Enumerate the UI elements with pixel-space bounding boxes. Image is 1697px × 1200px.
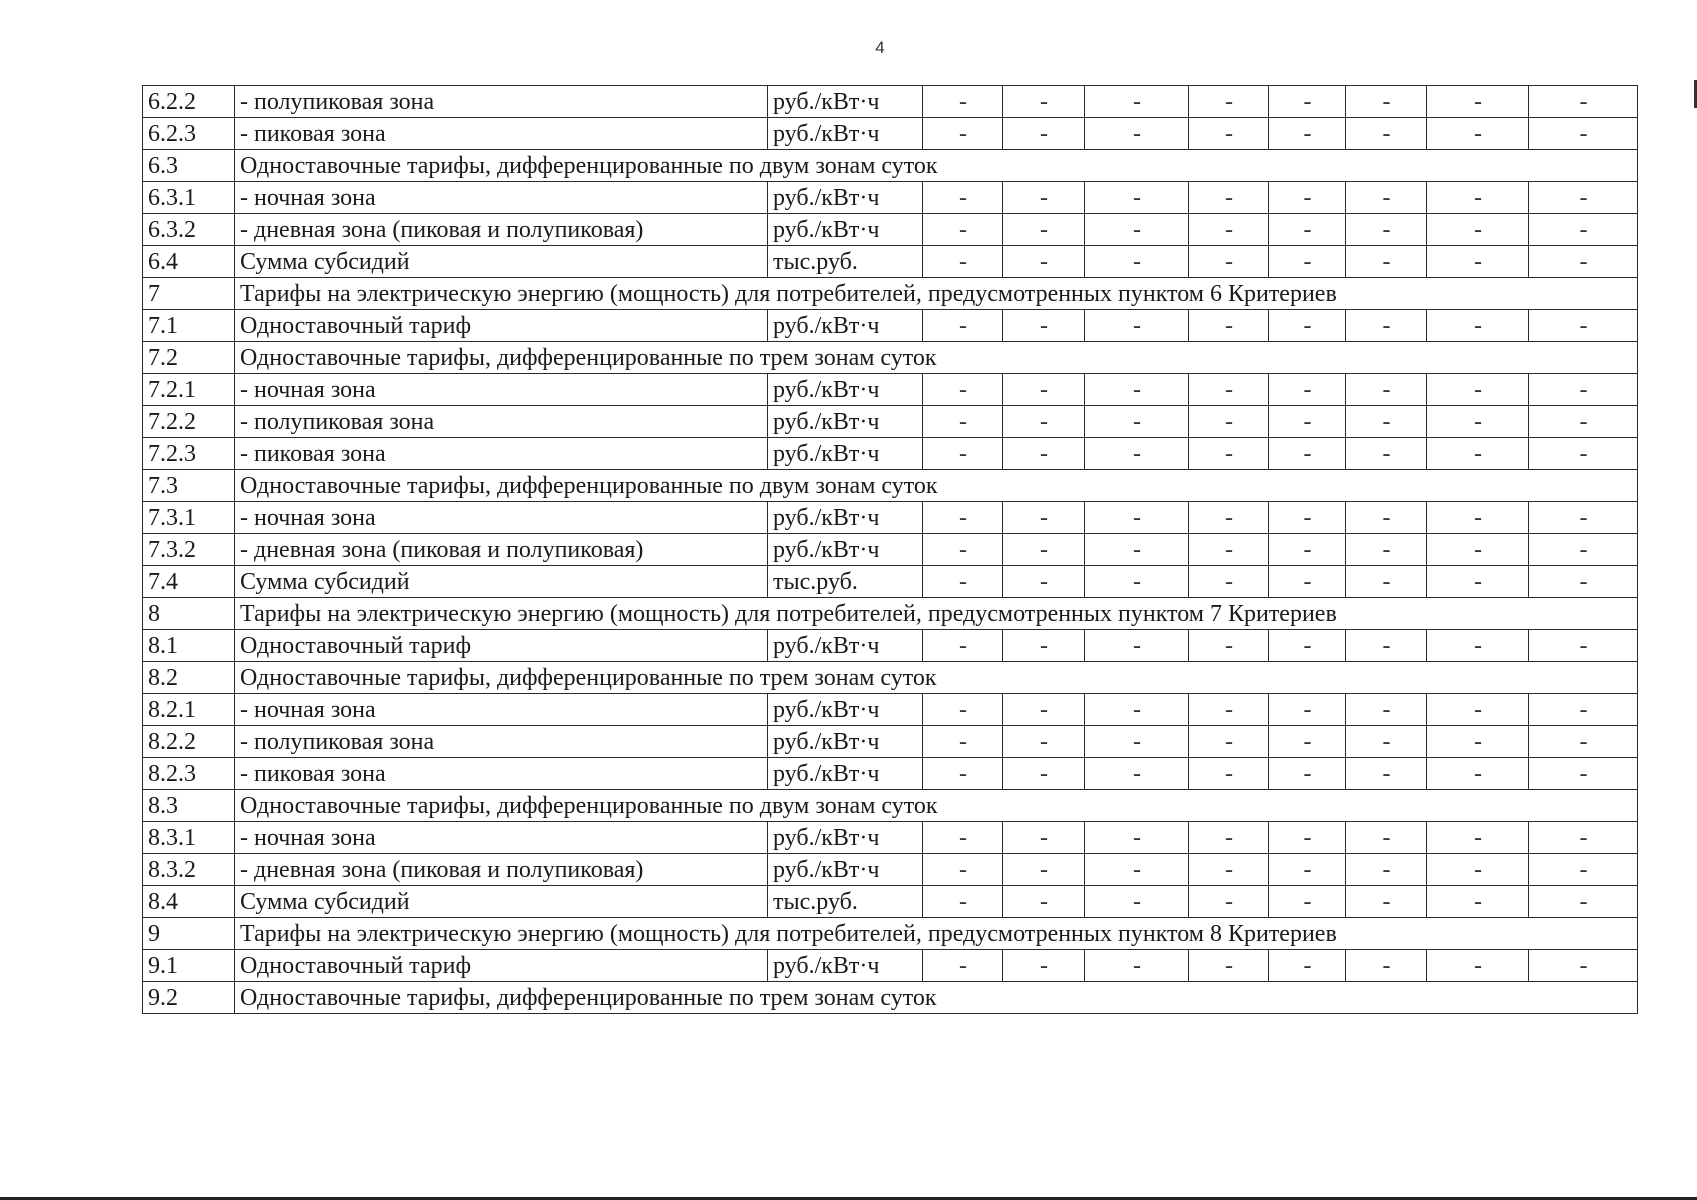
row-number: 9 bbox=[143, 918, 235, 950]
value-cell: - bbox=[1529, 630, 1638, 662]
row-number: 8 bbox=[143, 598, 235, 630]
row-unit: руб./кВт·ч bbox=[768, 182, 923, 214]
value-cell: - bbox=[923, 822, 1003, 854]
value-cell: - bbox=[1529, 502, 1638, 534]
value-cell: - bbox=[1085, 310, 1189, 342]
value-cell: - bbox=[1346, 86, 1427, 118]
row-description: Сумма субсидий bbox=[235, 566, 768, 598]
value-cell: - bbox=[1085, 726, 1189, 758]
table-row bbox=[143, 854, 1638, 886]
value-cell: - bbox=[1346, 246, 1427, 278]
value-cell: - bbox=[1189, 182, 1269, 214]
value-cell: - bbox=[1085, 822, 1189, 854]
value-cell: - bbox=[923, 694, 1003, 726]
row-unit: руб./кВт·ч bbox=[768, 502, 923, 534]
value-cell: - bbox=[1427, 566, 1529, 598]
row-unit: руб./кВт·ч bbox=[768, 310, 923, 342]
value-cell: - bbox=[1529, 534, 1638, 566]
row-number: 7.3.1 bbox=[143, 502, 235, 534]
row-unit: руб./кВт·ч bbox=[768, 630, 923, 662]
row-number: 6.4 bbox=[143, 246, 235, 278]
row-unit: руб./кВт·ч bbox=[768, 758, 923, 790]
value-cell: - bbox=[1269, 950, 1346, 982]
value-cell: - bbox=[923, 854, 1003, 886]
value-cell: - bbox=[1427, 182, 1529, 214]
value-cell: - bbox=[1427, 854, 1529, 886]
value-cell: - bbox=[1085, 534, 1189, 566]
row-unit: руб./кВт·ч bbox=[768, 950, 923, 982]
row-unit: руб./кВт·ч bbox=[768, 726, 923, 758]
section-title: Тарифы на электрическую энергию (мощность) для потребителей, предусмотренных пунктом 7 Критериев bbox=[235, 598, 1638, 630]
table-section-row bbox=[143, 150, 1638, 182]
value-cell: - bbox=[1529, 854, 1638, 886]
value-cell: - bbox=[1529, 694, 1638, 726]
value-cell: - bbox=[923, 214, 1003, 246]
table-section-row bbox=[143, 982, 1638, 1014]
value-cell: - bbox=[1003, 534, 1085, 566]
row-number: 8.2.1 bbox=[143, 694, 235, 726]
value-cell: - bbox=[1189, 694, 1269, 726]
section-title: Одноставочные тарифы, дифференцированные по двум зонам суток bbox=[235, 790, 1638, 822]
table-section-row bbox=[143, 662, 1638, 694]
value-cell: - bbox=[1269, 566, 1346, 598]
value-cell: - bbox=[1427, 374, 1529, 406]
table-row bbox=[143, 534, 1638, 566]
row-description: - ночная зона bbox=[235, 374, 768, 406]
table-row bbox=[143, 406, 1638, 438]
value-cell: - bbox=[1427, 822, 1529, 854]
value-cell: - bbox=[1189, 726, 1269, 758]
value-cell: - bbox=[1085, 630, 1189, 662]
value-cell: - bbox=[1003, 214, 1085, 246]
value-cell: - bbox=[923, 438, 1003, 470]
row-number: 7.2 bbox=[143, 342, 235, 374]
value-cell: - bbox=[1269, 630, 1346, 662]
value-cell: - bbox=[1529, 438, 1638, 470]
value-cell: - bbox=[1269, 310, 1346, 342]
value-cell: - bbox=[1427, 118, 1529, 150]
value-cell: - bbox=[923, 374, 1003, 406]
value-cell: - bbox=[923, 86, 1003, 118]
value-cell: - bbox=[1427, 310, 1529, 342]
row-number: 7 bbox=[143, 278, 235, 310]
value-cell: - bbox=[1003, 502, 1085, 534]
value-cell: - bbox=[1269, 406, 1346, 438]
value-cell: - bbox=[1003, 694, 1085, 726]
table-row bbox=[143, 214, 1638, 246]
value-cell: - bbox=[1269, 374, 1346, 406]
value-cell: - bbox=[1346, 502, 1427, 534]
value-cell: - bbox=[1189, 758, 1269, 790]
table-section-row bbox=[143, 598, 1638, 630]
row-unit: руб./кВт·ч bbox=[768, 118, 923, 150]
value-cell: - bbox=[1189, 822, 1269, 854]
value-cell: - bbox=[1529, 310, 1638, 342]
value-cell: - bbox=[1346, 406, 1427, 438]
value-cell: - bbox=[1003, 630, 1085, 662]
value-cell: - bbox=[1529, 950, 1638, 982]
row-number: 8.4 bbox=[143, 886, 235, 918]
table-section-row bbox=[143, 342, 1638, 374]
row-unit: тыс.руб. bbox=[768, 566, 923, 598]
row-description: - ночная зона bbox=[235, 182, 768, 214]
row-number: 7.2.3 bbox=[143, 438, 235, 470]
value-cell: - bbox=[1189, 502, 1269, 534]
value-cell: - bbox=[1189, 374, 1269, 406]
value-cell: - bbox=[1346, 438, 1427, 470]
value-cell: - bbox=[923, 406, 1003, 438]
value-cell: - bbox=[1085, 758, 1189, 790]
row-description: Одноставочный тариф bbox=[235, 950, 768, 982]
value-cell: - bbox=[1189, 214, 1269, 246]
value-cell: - bbox=[1003, 950, 1085, 982]
value-cell: - bbox=[1085, 886, 1189, 918]
row-description: Одноставочный тариф bbox=[235, 630, 768, 662]
value-cell: - bbox=[1269, 758, 1346, 790]
value-cell: - bbox=[1003, 86, 1085, 118]
row-unit: руб./кВт·ч bbox=[768, 214, 923, 246]
value-cell: - bbox=[1189, 438, 1269, 470]
row-number: 6.3 bbox=[143, 150, 235, 182]
value-cell: - bbox=[1346, 886, 1427, 918]
value-cell: - bbox=[1003, 438, 1085, 470]
table-row bbox=[143, 246, 1638, 278]
value-cell: - bbox=[1269, 214, 1346, 246]
table-row bbox=[143, 758, 1638, 790]
value-cell: - bbox=[1346, 374, 1427, 406]
row-description: - ночная зона bbox=[235, 502, 768, 534]
value-cell: - bbox=[1189, 854, 1269, 886]
table-row bbox=[143, 886, 1638, 918]
page-number: 4 bbox=[875, 38, 885, 57]
row-description: - пиковая зона bbox=[235, 758, 768, 790]
row-number: 6.2.2 bbox=[143, 86, 235, 118]
row-unit: руб./кВт·ч bbox=[768, 438, 923, 470]
value-cell: - bbox=[1427, 950, 1529, 982]
value-cell: - bbox=[923, 566, 1003, 598]
row-number: 7.1 bbox=[143, 310, 235, 342]
value-cell: - bbox=[1189, 886, 1269, 918]
value-cell: - bbox=[1346, 822, 1427, 854]
row-number: 7.3 bbox=[143, 470, 235, 502]
value-cell: - bbox=[923, 502, 1003, 534]
row-unit: руб./кВт·ч bbox=[768, 694, 923, 726]
row-number: 6.3.1 bbox=[143, 182, 235, 214]
section-title: Тарифы на электрическую энергию (мощность) для потребителей, предусмотренных пунктом 6 Критериев bbox=[235, 278, 1638, 310]
row-description: Сумма субсидий bbox=[235, 246, 768, 278]
row-description: - ночная зона bbox=[235, 822, 768, 854]
value-cell: - bbox=[1269, 438, 1346, 470]
row-unit: руб./кВт·ч bbox=[768, 406, 923, 438]
value-cell: - bbox=[1269, 534, 1346, 566]
table-row bbox=[143, 566, 1638, 598]
value-cell: - bbox=[1003, 566, 1085, 598]
value-cell: - bbox=[1269, 182, 1346, 214]
value-cell: - bbox=[1529, 758, 1638, 790]
table-row bbox=[143, 630, 1638, 662]
value-cell: - bbox=[1427, 758, 1529, 790]
value-cell: - bbox=[1085, 566, 1189, 598]
table-row bbox=[143, 86, 1638, 118]
row-number: 7.3.2 bbox=[143, 534, 235, 566]
value-cell: - bbox=[1085, 374, 1189, 406]
value-cell: - bbox=[1427, 502, 1529, 534]
value-cell: - bbox=[1003, 854, 1085, 886]
value-cell: - bbox=[1427, 886, 1529, 918]
row-unit: руб./кВт·ч bbox=[768, 374, 923, 406]
row-description: - пиковая зона bbox=[235, 118, 768, 150]
value-cell: - bbox=[1427, 86, 1529, 118]
table-row bbox=[143, 502, 1638, 534]
value-cell: - bbox=[1269, 502, 1346, 534]
section-title: Одноставочные тарифы, дифференцированные по двум зонам суток bbox=[235, 470, 1638, 502]
value-cell: - bbox=[1529, 406, 1638, 438]
value-cell: - bbox=[1269, 86, 1346, 118]
value-cell: - bbox=[1346, 214, 1427, 246]
value-cell: - bbox=[1189, 406, 1269, 438]
value-cell: - bbox=[1346, 950, 1427, 982]
value-cell: - bbox=[1529, 886, 1638, 918]
row-number: 7.2.2 bbox=[143, 406, 235, 438]
value-cell: - bbox=[1189, 86, 1269, 118]
value-cell: - bbox=[1346, 758, 1427, 790]
value-cell: - bbox=[1529, 726, 1638, 758]
value-cell: - bbox=[1346, 534, 1427, 566]
value-cell: - bbox=[1529, 566, 1638, 598]
row-description: - дневная зона (пиковая и полупиковая) bbox=[235, 534, 768, 566]
row-number: 8.2.3 bbox=[143, 758, 235, 790]
value-cell: - bbox=[923, 534, 1003, 566]
value-cell: - bbox=[1346, 694, 1427, 726]
section-title: Тарифы на электрическую энергию (мощность) для потребителей, предусмотренных пунктом 8 Критериев bbox=[235, 918, 1638, 950]
value-cell: - bbox=[923, 630, 1003, 662]
row-number: 8.2 bbox=[143, 662, 235, 694]
value-cell: - bbox=[1427, 406, 1529, 438]
value-cell: - bbox=[1003, 310, 1085, 342]
value-cell: - bbox=[1189, 630, 1269, 662]
value-cell: - bbox=[1003, 726, 1085, 758]
row-number: 7.2.1 bbox=[143, 374, 235, 406]
value-cell: - bbox=[1269, 886, 1346, 918]
value-cell: - bbox=[923, 886, 1003, 918]
value-cell: - bbox=[1427, 630, 1529, 662]
row-number: 8.1 bbox=[143, 630, 235, 662]
value-cell: - bbox=[1085, 854, 1189, 886]
value-cell: - bbox=[923, 246, 1003, 278]
value-cell: - bbox=[1346, 182, 1427, 214]
row-number: 8.3 bbox=[143, 790, 235, 822]
value-cell: - bbox=[1189, 950, 1269, 982]
section-title: Одноставочные тарифы, дифференцированные по трем зонам суток bbox=[235, 342, 1638, 374]
row-unit: руб./кВт·ч bbox=[768, 854, 923, 886]
value-cell: - bbox=[1085, 214, 1189, 246]
value-cell: - bbox=[1003, 758, 1085, 790]
value-cell: - bbox=[1003, 182, 1085, 214]
value-cell: - bbox=[1529, 214, 1638, 246]
value-cell: - bbox=[1346, 566, 1427, 598]
table-section-row bbox=[143, 470, 1638, 502]
value-cell: - bbox=[923, 950, 1003, 982]
table-row bbox=[143, 438, 1638, 470]
value-cell: - bbox=[1346, 854, 1427, 886]
section-title: Одноставочные тарифы, дифференцированные по трем зонам суток bbox=[235, 982, 1638, 1014]
value-cell: - bbox=[1269, 694, 1346, 726]
value-cell: - bbox=[1269, 726, 1346, 758]
value-cell: - bbox=[1427, 694, 1529, 726]
value-cell: - bbox=[1003, 374, 1085, 406]
table-row bbox=[143, 374, 1638, 406]
value-cell: - bbox=[1346, 118, 1427, 150]
value-cell: - bbox=[1085, 246, 1189, 278]
value-cell: - bbox=[1003, 886, 1085, 918]
value-cell: - bbox=[1085, 86, 1189, 118]
value-cell: - bbox=[1529, 118, 1638, 150]
row-description: - полупиковая зона bbox=[235, 86, 768, 118]
section-title: Одноставочные тарифы, дифференцированные по двум зонам суток bbox=[235, 150, 1638, 182]
row-number: 6.2.3 bbox=[143, 118, 235, 150]
value-cell: - bbox=[1269, 246, 1346, 278]
row-unit: руб./кВт·ч bbox=[768, 86, 923, 118]
value-cell: - bbox=[1085, 438, 1189, 470]
value-cell: - bbox=[923, 758, 1003, 790]
row-number: 6.3.2 bbox=[143, 214, 235, 246]
row-number: 8.3.2 bbox=[143, 854, 235, 886]
table-row bbox=[143, 182, 1638, 214]
row-unit: руб./кВт·ч bbox=[768, 534, 923, 566]
table-section-row bbox=[143, 790, 1638, 822]
row-description: Одноставочный тариф bbox=[235, 310, 768, 342]
row-description: - дневная зона (пиковая и полупиковая) bbox=[235, 854, 768, 886]
table-row bbox=[143, 726, 1638, 758]
tariff-table bbox=[142, 85, 1638, 1014]
value-cell: - bbox=[1189, 566, 1269, 598]
row-number: 7.4 bbox=[143, 566, 235, 598]
row-description: - дневная зона (пиковая и полупиковая) bbox=[235, 214, 768, 246]
value-cell: - bbox=[1346, 726, 1427, 758]
table-section-row bbox=[143, 918, 1638, 950]
value-cell: - bbox=[1085, 502, 1189, 534]
value-cell: - bbox=[1085, 950, 1189, 982]
value-cell: - bbox=[1427, 246, 1529, 278]
row-description: - пиковая зона bbox=[235, 438, 768, 470]
row-description: - полупиковая зона bbox=[235, 726, 768, 758]
value-cell: - bbox=[1085, 182, 1189, 214]
value-cell: - bbox=[1189, 246, 1269, 278]
row-number: 8.3.1 bbox=[143, 822, 235, 854]
value-cell: - bbox=[1189, 534, 1269, 566]
table-row bbox=[143, 118, 1638, 150]
value-cell: - bbox=[1427, 438, 1529, 470]
table-row bbox=[143, 950, 1638, 982]
value-cell: - bbox=[1189, 310, 1269, 342]
value-cell: - bbox=[1529, 86, 1638, 118]
row-description: - полупиковая зона bbox=[235, 406, 768, 438]
row-number: 8.2.2 bbox=[143, 726, 235, 758]
table-body bbox=[143, 86, 1638, 1014]
row-description: Сумма субсидий bbox=[235, 886, 768, 918]
value-cell: - bbox=[1189, 118, 1269, 150]
row-unit: тыс.руб. bbox=[768, 886, 923, 918]
section-title: Одноставочные тарифы, дифференцированные по трем зонам суток bbox=[235, 662, 1638, 694]
value-cell: - bbox=[1003, 406, 1085, 438]
value-cell: - bbox=[1003, 118, 1085, 150]
row-unit: тыс.руб. bbox=[768, 246, 923, 278]
value-cell: - bbox=[1427, 534, 1529, 566]
row-unit: руб./кВт·ч bbox=[768, 822, 923, 854]
value-cell: - bbox=[923, 118, 1003, 150]
value-cell: - bbox=[923, 310, 1003, 342]
row-number: 9.2 bbox=[143, 982, 235, 1014]
value-cell: - bbox=[1346, 310, 1427, 342]
value-cell: - bbox=[923, 182, 1003, 214]
value-cell: - bbox=[1269, 854, 1346, 886]
value-cell: - bbox=[1529, 182, 1638, 214]
table-section-row bbox=[143, 278, 1638, 310]
row-number: 9.1 bbox=[143, 950, 235, 982]
value-cell: - bbox=[1003, 246, 1085, 278]
value-cell: - bbox=[1529, 374, 1638, 406]
value-cell: - bbox=[1427, 726, 1529, 758]
value-cell: - bbox=[1346, 630, 1427, 662]
value-cell: - bbox=[1003, 822, 1085, 854]
value-cell: - bbox=[1085, 406, 1189, 438]
value-cell: - bbox=[1085, 118, 1189, 150]
table-row bbox=[143, 694, 1638, 726]
value-cell: - bbox=[923, 726, 1003, 758]
value-cell: - bbox=[1529, 822, 1638, 854]
table-row bbox=[143, 822, 1638, 854]
value-cell: - bbox=[1085, 694, 1189, 726]
value-cell: - bbox=[1427, 214, 1529, 246]
row-description: - ночная зона bbox=[235, 694, 768, 726]
value-cell: - bbox=[1269, 118, 1346, 150]
table-row bbox=[143, 310, 1638, 342]
value-cell: - bbox=[1529, 246, 1638, 278]
value-cell: - bbox=[1269, 822, 1346, 854]
